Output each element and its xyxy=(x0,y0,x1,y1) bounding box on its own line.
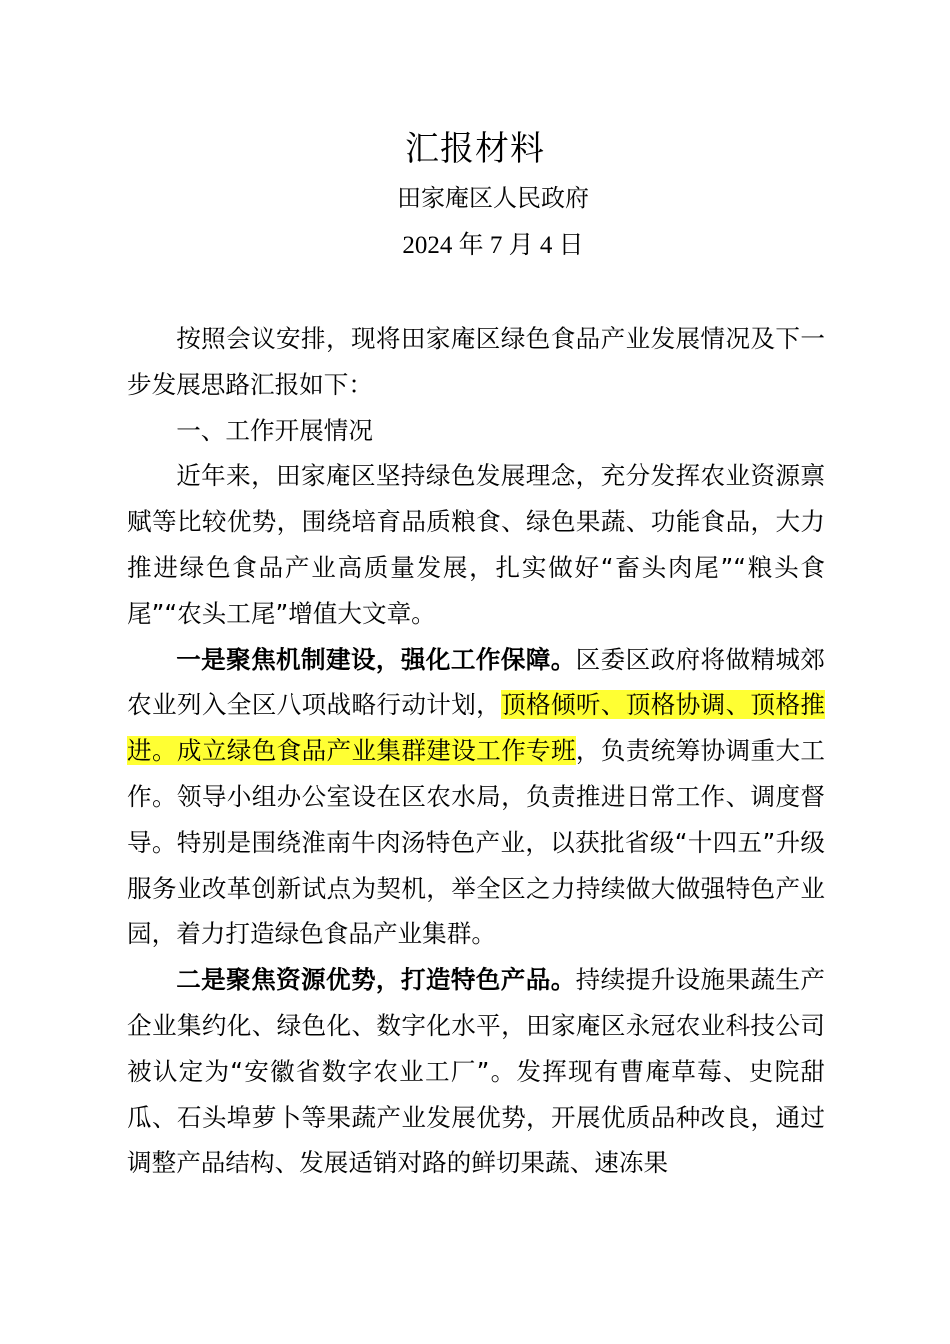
point-one-text-before: 区委区政府将做精城郊农业列入全区八项战略行动计划， xyxy=(127,644,825,720)
point-one-lead: 一是聚焦机制建设，强化工作保障。 xyxy=(176,644,576,674)
point-one-paragraph xyxy=(127,637,825,958)
document-date: 2024 年 7 月 4 日 xyxy=(402,232,584,259)
point-two-paragraph xyxy=(127,957,825,1186)
point-two-text: 持续提升设施果蔬生产企业集约化、绿色化、数字化水平，田家庵区永冠农业科技公司被认定为“安徽省数字农业工厂”。发挥现有曹庵草莓、史院甜瓜、石头埠萝卜等果蔬产业发展优势，开展优质品种改良，通过调整产品结构、发展适销对路的鲜切果蔬、速冻果 xyxy=(127,965,825,1178)
document-title: 汇报材料 xyxy=(405,129,545,169)
intro-paragraph: 按照会议安排，现将田家庵区绿色食品产业发展情况及下一步发展思路汇报如下： xyxy=(127,324,825,399)
point-one-highlighted-text: 顶格倾听、顶格协调、顶格推进。成立绿色食品产业集群建设工作专班 xyxy=(127,690,825,766)
overview-paragraph: 近年来，田家庵区坚持绿色发展理念，充分发挥农业资源禀赋等比较优势，围绕培育品质粮食、绿色果蔬、功能食品，大力推进绿色食品产业高质量发展，扎实做好“畜头肉尾”“粮头食尾”“农头工尾”增值大文章。 xyxy=(127,461,825,628)
issuing-organization: 田家庵区人民政府 xyxy=(397,184,589,212)
point-one-text-after: ，负责统筹协调重大工作。领导小组办公室设在区农水局，负责推进日常工作、调度督导。特别是围绕淮南牛肉汤特色产业，以获批省级“十四五”升级服务业改革创新试点为契机，举全区之力持续做大做强特色产业园，着力打造绿色食品产业集群。 xyxy=(127,736,825,949)
document-body xyxy=(127,316,825,1186)
point-two-lead: 二是聚焦资源优势，打造特色产品。 xyxy=(176,965,576,995)
section-heading: 一、工作开展情况 xyxy=(176,415,373,445)
